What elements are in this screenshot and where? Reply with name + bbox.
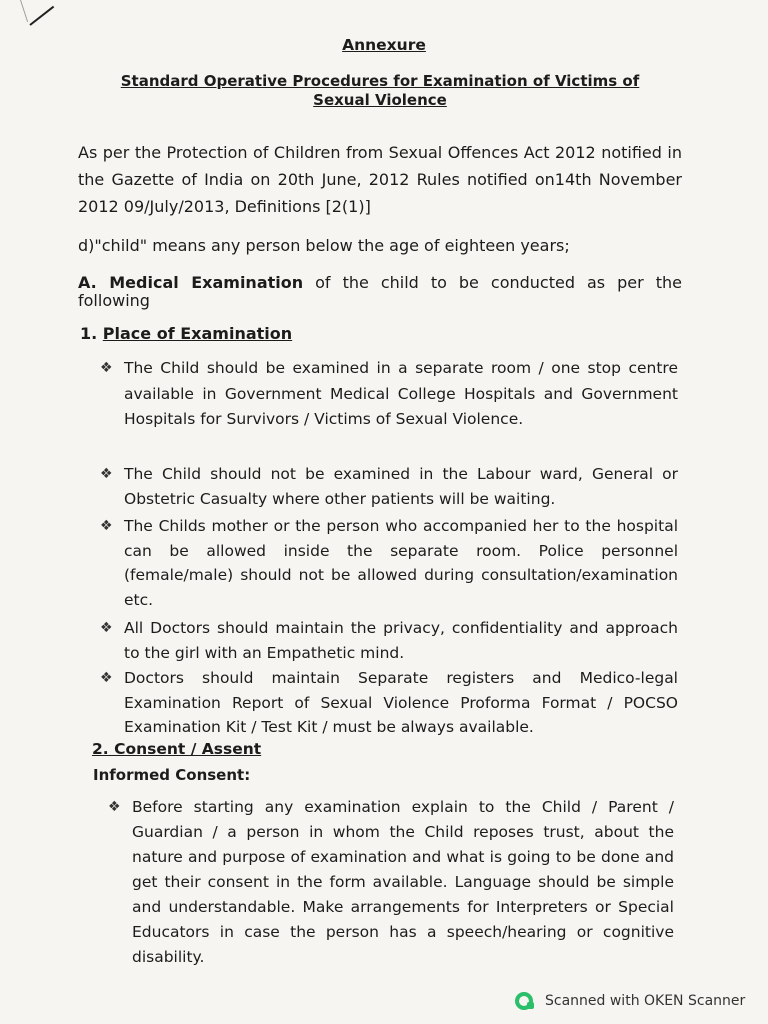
bullet-list-1 — [100, 356, 678, 433]
page-title: Annexure — [342, 36, 426, 54]
list-item — [100, 514, 678, 612]
bullet-text: Doctors should maintain Separate registers and Medico-legal Examination Report of Sexual Violence Proforma Format / POCSO Examination Kit / Test Kit / must be always available. — [124, 669, 678, 736]
bullet-list-5 — [100, 666, 678, 740]
section-a-paragraph — [78, 274, 682, 310]
list-item — [100, 462, 678, 512]
bullet-list-6 — [108, 795, 674, 970]
pen-mark — [29, 6, 54, 26]
bullet-list-2 — [100, 462, 678, 512]
diamond-bullet-icon: ❖ — [100, 670, 113, 686]
bullet-list-3 — [100, 514, 678, 612]
heading-consent-assent: 2. Consent / Assent — [92, 740, 262, 758]
list-item — [100, 616, 678, 666]
bullet-list-4 — [100, 616, 678, 666]
section-a-text: of the child to be conducted as per the following — [78, 273, 682, 310]
diamond-bullet-icon: ❖ — [100, 360, 113, 376]
heading-1-number: 1. — [80, 324, 98, 343]
diamond-bullet-icon: ❖ — [100, 620, 113, 636]
oken-scanner-logo-icon — [515, 992, 533, 1010]
bullet-text: The Child should not be examined in the Labour ward, General or Obstetric Casualty where other patients will be waiting. — [124, 465, 678, 508]
subtitle-line-2: Sexual Violence — [313, 91, 447, 109]
diamond-bullet-icon: ❖ — [108, 799, 121, 815]
child-definition: d)"child" means any person below the age of eighteen years; — [78, 236, 570, 255]
list-item — [100, 356, 678, 433]
intro-paragraph: As per the Protection of Children from Sexual Offences Act 2012 notified in the Gazette of India on 20th June, 2012 Rules notified on14th November 2012 09/July/2013, Definitions [2(1)] — [78, 143, 682, 216]
heading-place-of-examination — [80, 324, 292, 343]
scanner-watermark — [515, 990, 745, 1012]
diamond-bullet-icon: ❖ — [100, 466, 113, 482]
subtitle-line-1: Standard Operative Procedures for Examination of Victims of — [120, 72, 640, 90]
heading-informed-consent: Informed Consent: — [93, 766, 251, 784]
heading-1-text: Place of Examination — [102, 324, 293, 343]
bullet-text: The Childs mother or the person who accompanied her to the hospital can be allowed inside the separate room. Police personnel (female/male) should not be allowed during consultation/examination etc. — [124, 517, 678, 609]
bullet-text: All Doctors should maintain the privacy, confidentiality and approach to the girl with an Empathetic mind. — [124, 619, 678, 662]
bullet-text: Before starting any examination explain to the Child / Parent / Guardian / a person in whom the Child reposes trust, about the nature and purpose of examination and what is going to be done and get their consent in the form available. Language should be simple and understandable. Make arrangements for Interpreters or Special Educators in case the person has a speech/hearing or cognitive disability. — [132, 798, 674, 966]
bullet-text: The Child should be examined in a separate room / one stop centre available in Government Medical College Hospitals and Government Hospitals for Survivors / Victims of Sexual Violence. — [124, 359, 678, 428]
section-a-heading: A. Medical Examination — [78, 273, 304, 292]
list-item — [108, 795, 674, 970]
page-corner-fold — [0, 0, 28, 22]
diamond-bullet-icon: ❖ — [100, 518, 113, 534]
scanner-watermark-text: Scanned with OKEN Scanner — [545, 993, 746, 1009]
page-subtitle — [60, 72, 700, 110]
list-item — [100, 666, 678, 740]
